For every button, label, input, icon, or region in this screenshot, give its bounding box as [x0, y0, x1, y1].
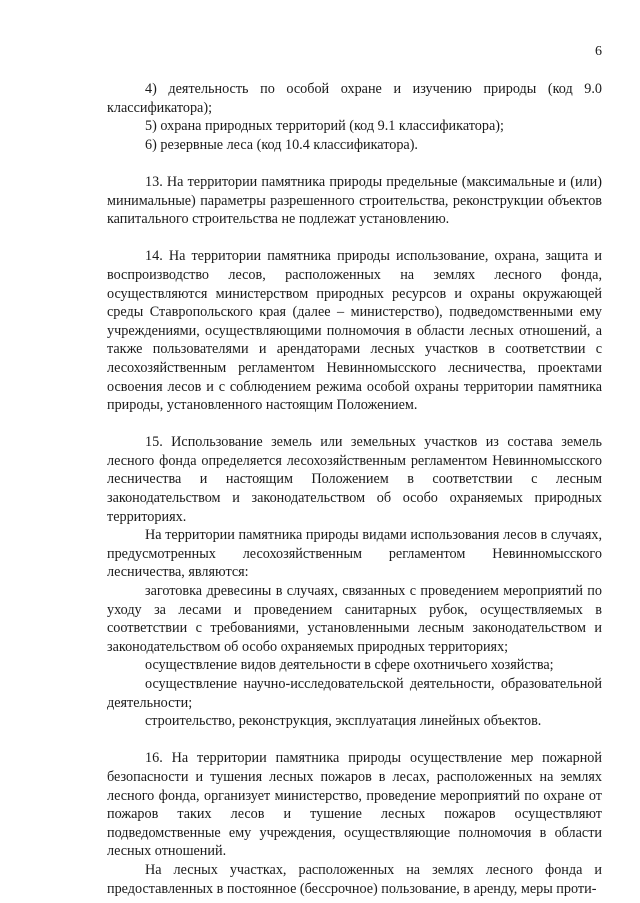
clause-15: 15. Использование земель или земельных участков из состава земель лесного фонда определяется лесохозяйственным регламентом Невинномысского лесничества и настоящим Положением в соответствии с лесным законодательством и законодательством об особо охраняемых природных территориях.	[107, 434, 602, 525]
clause-16: 16. На территории памятника природы осуществление мер пожарной безопасности и тушения лесных пожаров в лесах, расположенных на землях лесного фонда, организует министерство, проведение мероприятий по охране от пожаров таких лесов и тушение лесных пожаров осуществляют подведомственные ему учреждения, осуществляющие полномочия в области лесных отношений.	[107, 750, 602, 860]
forest-use-item: строительство, реконструкция, эксплуатация линейных объектов.	[145, 713, 542, 730]
page-number: 6	[595, 44, 602, 59]
document-body	[107, 80, 602, 898]
list-item-5: 5) охрана природных территорий (код 9.1 классификатора);	[145, 118, 504, 135]
list-item-4: 4) деятельность по особой охране и изучению природы (код 9.0 классификатора);	[107, 81, 602, 116]
forest-use-item: осуществление научно-исследовательской деятельности, образовательной деятельности;	[107, 676, 602, 711]
clause-15-forest-uses: На территории памятника природы видами использования лесов в случаях, предусмотренных лесохозяйственным регламентом Невинномысского лесничества, являются:	[107, 527, 602, 581]
clause-14: 14. На территории памятника природы использование, охрана, защита и воспроизводство лесов, расположенных на землях лесного фонда, осуществляются министерством природных ресурсов и охраны окружающей среды Ставропольского края (далее – министерство), подведомственными ему учреждениями, осуществляющими полномочия в области лесных отношений, а также пользователями и арендаторами лесных участков в соответствии с лесохозяйственным регламентом Невинномысского лесничества, проектами освоения лесов и с соблюдением режима особой охраны территории памятника природы, установленного настоящим Положением.	[107, 248, 602, 414]
forest-use-item: заготовка древесины в случаях, связанных с проведением мероприятий по уходу за лесами и проведением санитарных рубок, осуществляемых в соответствии с требованиями, установленными лесным законодательством и законодательством об особо охраняемых природных территориях;	[107, 583, 602, 655]
list-item-6: 6) резервные леса (код 10.4 классификатора).	[145, 136, 418, 153]
clause-16-continued: На лесных участках, расположенных на землях лесного фонда и предоставленных в постоянное (бессрочное) пользование, в аренду, меры проти-	[107, 861, 602, 897]
forest-use-item: осуществление видов деятельности в сфере охотничьего хозяйства;	[145, 657, 554, 674]
clause-13: 13. На территории памятника природы предельные (максимальные и (или) минимальные) параметры разрешенного строительства, реконструкции объектов капитального строительства не подлежат установлению.	[107, 173, 602, 228]
